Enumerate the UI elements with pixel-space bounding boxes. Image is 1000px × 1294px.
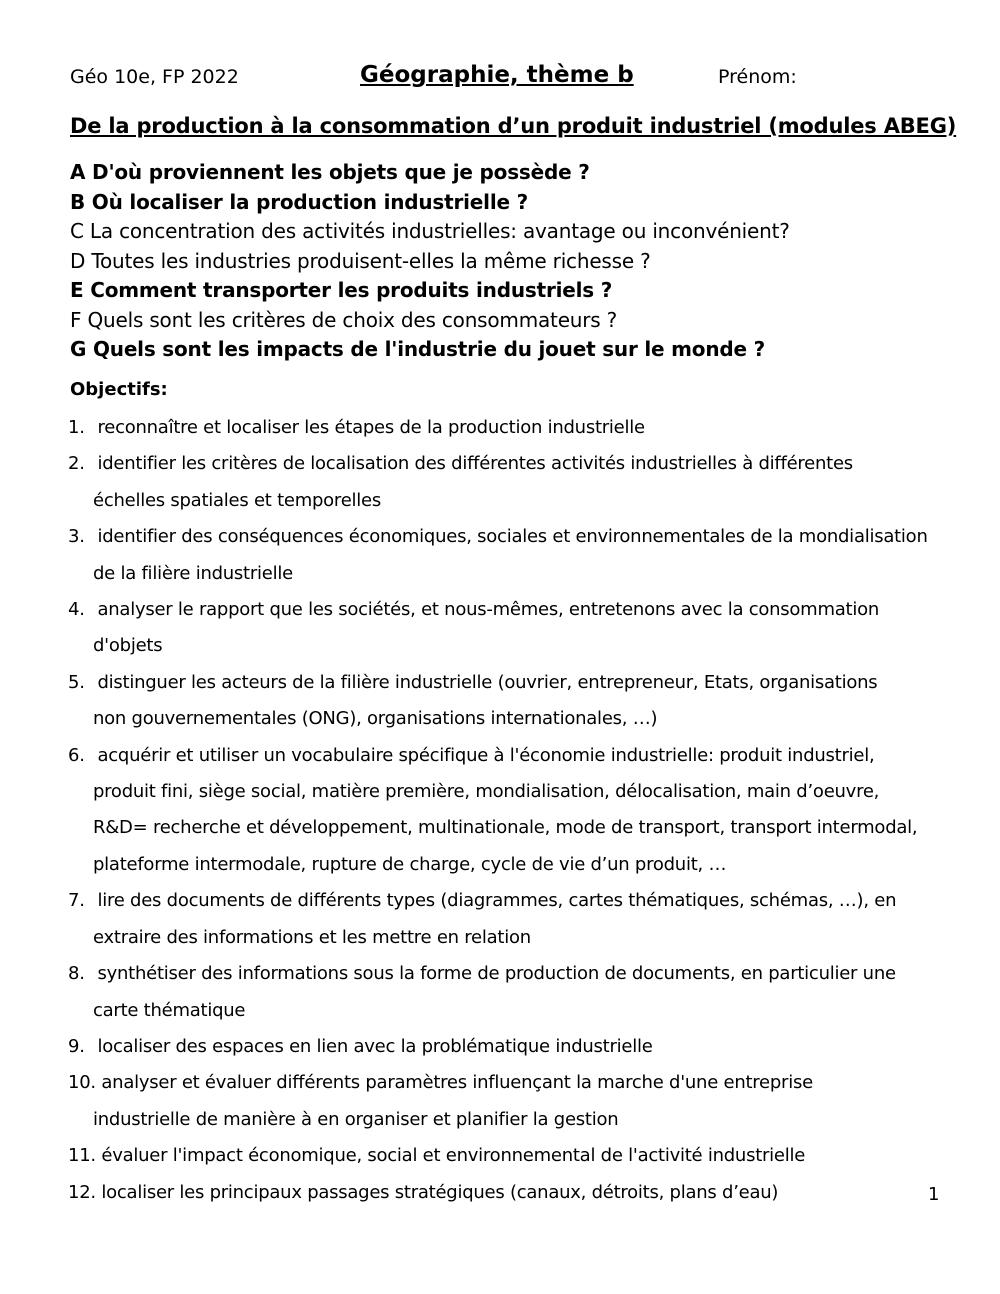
objective-text: analyser le rapport que les sociétés, et nous-mêmes, entretenons avec la consommation (97, 599, 880, 621)
module-item: E Comment transporter les produits industriels ? (70, 278, 613, 302)
objective-item (68, 1175, 948, 1211)
firstname-label: Prénom: (718, 66, 797, 88)
objective-item (68, 1065, 948, 1138)
objective-text-continuation: de la filière industrielle (93, 562, 293, 584)
objectives-heading: Objectifs: (70, 379, 168, 400)
module-item: C La concentration des activités industrielles: avantage ou inconvénient? (70, 219, 790, 243)
objective-text: identifier des conséquences économiques, sociales et environnementales de la mondialisation (97, 526, 928, 548)
objective-number: 9. (68, 1035, 85, 1057)
objective-number: 7. (68, 890, 85, 912)
objective-text: acquérir et utiliser un vocabulaire spécifique à l'économie industrielle: produit industriel, (97, 744, 875, 766)
objective-text: reconnaître et localiser les étapes de la production industrielle (97, 417, 645, 438)
objective-number: 12. (68, 1181, 96, 1203)
objective-number: 4. (68, 599, 85, 621)
objective-text-continuation: extraire des informations et les mettre en relation (93, 926, 531, 948)
objective-item (68, 956, 948, 1029)
objective-item (68, 1138, 948, 1174)
module-item: G Quels sont les impacts de l'industrie du jouet sur le monde ? (70, 337, 766, 361)
objective-text-continuation: R&D= recherche et développement, multinationale, mode de transport, transport intermodal, (93, 817, 918, 839)
objective-text: localiser des espaces en lien avec la problématique industrielle (97, 1035, 653, 1057)
objective-item (68, 519, 948, 592)
objective-item (68, 738, 948, 884)
objective-item (68, 410, 948, 446)
objective-number: 8. (68, 963, 85, 985)
objective-number: 5. (68, 671, 85, 693)
module-item: B Où localiser la production industrielle ? (70, 189, 529, 214)
module-item: A D'où proviennent les objets que je possède ? (70, 160, 590, 184)
objective-number: 10. (68, 1072, 96, 1094)
module-item: F Quels sont les critères de choix des consommateurs ? (70, 307, 618, 332)
objective-text-continuation: échelles spatiales et temporelles (93, 489, 381, 511)
objective-text-continuation: d'objets (93, 635, 163, 657)
objective-item (68, 1029, 948, 1065)
objective-number: 6. (68, 744, 85, 766)
document-subtitle: De la production à la consommation d’un produit industriel (modules ABEG) (70, 114, 957, 138)
objective-text-continuation: plateforme intermodale, rupture de charge, cycle de vie d’un produit, … (93, 853, 727, 875)
objective-item (68, 592, 948, 665)
objective-item (68, 665, 948, 738)
objective-text: distinguer les acteurs de la filière industrielle (ouvrier, entrepreneur, Etats, organisations (97, 671, 878, 693)
objective-text: synthétiser des informations sous la forme de production de documents, en particulier une (97, 963, 896, 985)
objective-number: 2. (68, 453, 85, 475)
objective-number: 3. (68, 526, 85, 548)
objective-text-continuation: carte thématique (93, 999, 246, 1021)
module-item: D Toutes les industries produisent-elles la même richesse ? (70, 248, 651, 273)
objective-number: 1. (68, 417, 85, 438)
objective-text: lire des documents de différents types (diagrammes, cartes thématiques, schémas, …), en (97, 890, 897, 912)
objective-text-continuation: industrielle de manière à en organiser et planifier la gestion (93, 1108, 619, 1130)
objective-text: localiser les principaux passages stratégiques (canaux, détroits, plans d’eau) (101, 1181, 779, 1203)
modules-list (70, 158, 950, 365)
objective-text-continuation: produit fini, siège social, matière première, mondialisation, délocalisation, main d’oeuvre, (93, 781, 880, 803)
objective-text: analyser et évaluer différents paramètres influençant la marche d'une entreprise (101, 1072, 813, 1094)
course-label: Géo 10e, FP 2022 (70, 66, 239, 88)
document-title: Géographie, thème b (360, 62, 634, 88)
objective-text-continuation: non gouvernementales (ONG), organisations internationales, …) (93, 708, 658, 730)
objectives-list (68, 410, 948, 1211)
objective-number: 11. (68, 1145, 96, 1167)
objective-text: identifier les critères de localisation des différentes activités industrielles à différentes (97, 453, 853, 475)
page-number: 1 (928, 1184, 940, 1205)
objective-text: évaluer l'impact économique, social et environnemental de l'activité industrielle (101, 1145, 806, 1167)
objective-item (68, 446, 948, 519)
objective-item (68, 883, 948, 956)
